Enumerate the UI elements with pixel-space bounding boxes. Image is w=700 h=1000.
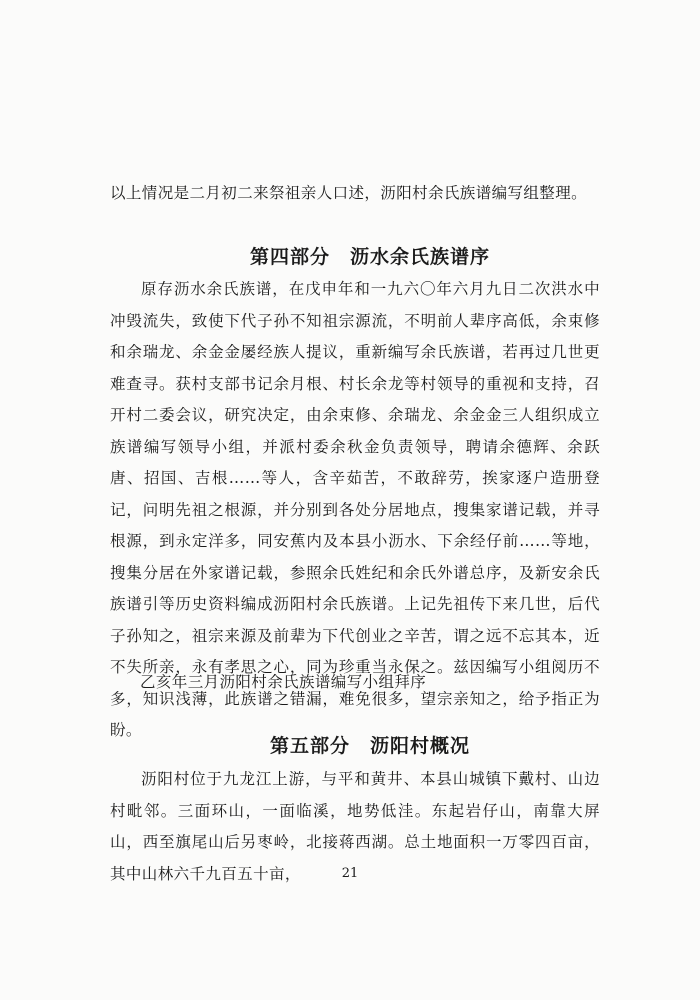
intro-paragraph: 以上情况是二月初二来祭祖亲人口述，沥阳村余氏族谱编写组整理。 <box>110 184 588 202</box>
section-4-paragraph: 原存沥水余氏族谱，在戊申年和一九六〇年六月九日二次洪水中冲毁流失，致使下代子孙不知祖宗源流，不明前人辈序高低，余束修和余瑞龙、余金金屡经族人提议，重新编写余氏族谱，若再过几世更难查寻。获村支部书记余月根、村长余龙等村领导的重视和支持，召开村二委会议，研究决定，由余束修、余瑞龙、余金金三人组织成立族谱编写领导小组，并派村委余秋金负责领导，聘请余德辉、余跃唐、招国、吉根……等人，含辛茹苦，不敢辞劳，挨家逐户造册登记，问明先祖之根源，并分别到各处分居地点，搜集家谱记载，并寻根源，到永定洋多，同安蕉内及本县小沥水、下余经仔前……等地，搜集分居在外家谱记载，参照余氏姓纪和余氏外谱总序，及新安余氏族谱引等历史资料编成沥阳村余氏族谱。上记先祖传下来几世，后代子孙知之，祖宗来源及前辈为下代创业之辛苦，谓之远不忘其本，近不失所亲，永有孝思之心，同为珍重当永保之。兹因编写小组阅历不多，知识浅薄，此族谱之错漏，难免很多，望宗亲知之，给予指正为盼。 <box>110 280 600 739</box>
section-5-paragraph: 沥阳村位于九龙江上游，与平和黄井、本县山城镇下戴村、山边村毗邻。三面环山，一面临溪，地势低洼。东起岩仔山，南靠大屏山，西至旗尾山后另枣岭，北接蒋西湖。总土地面积一万零四百亩，其中山林六千九百五十亩， <box>110 770 600 883</box>
intro-block <box>110 178 600 210</box>
section-5-title: 第五部分 沥阳村概况 <box>269 735 470 757</box>
page-number: 21 <box>341 866 359 881</box>
section-4-signoff: 乙亥年三月沥阳村余氏族谱编写小组拜序 <box>140 673 427 691</box>
section-4-title: 第四部分 沥水余氏族谱序 <box>249 246 490 268</box>
